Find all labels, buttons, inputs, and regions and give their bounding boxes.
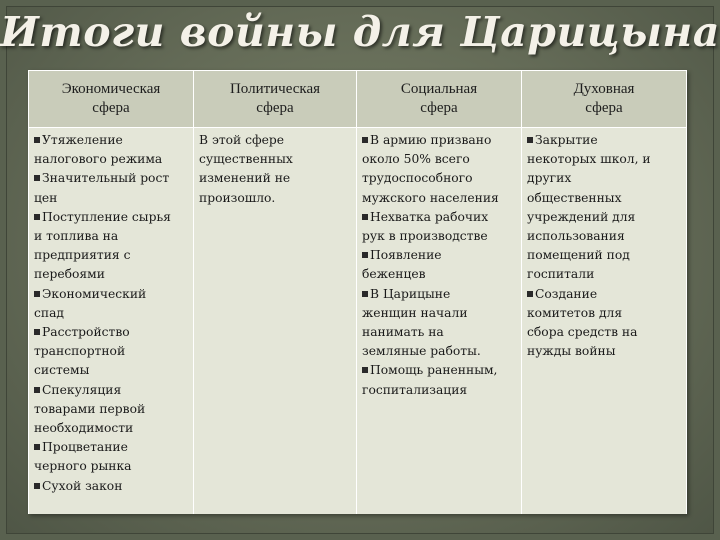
list-item-text: рук в производстве: [362, 229, 488, 244]
list-item: [362, 323, 519, 342]
list-item-text: В армию призвано: [370, 133, 492, 147]
list-item-text: черного рынка: [34, 459, 132, 474]
list-item-text: предприятия с: [34, 248, 131, 263]
header-line: Экономическая: [61, 81, 161, 97]
list-item: [527, 323, 684, 342]
list-item-text: Сухой закон: [42, 478, 123, 493]
list-item-text: Спекуляция: [42, 382, 122, 397]
square-bullet-icon: [34, 483, 40, 489]
square-bullet-icon: [362, 367, 368, 373]
list-item: [527, 246, 684, 265]
list-item-text: мужского населения: [362, 190, 499, 205]
political-cell: [194, 128, 357, 515]
header-line: Социальная: [400, 81, 478, 97]
list-item: [34, 227, 191, 246]
header-line: Политическая: [229, 81, 321, 97]
square-bullet-icon: [527, 137, 533, 143]
list-item-text: земляные работы.: [362, 344, 481, 359]
list-item: [34, 208, 191, 227]
list-item: [34, 342, 191, 361]
header-line: сфера: [585, 100, 623, 116]
list-item: [34, 438, 191, 457]
list-item: [362, 208, 519, 227]
table-header-row: [29, 71, 687, 128]
list-item-text: некоторых школ, и: [527, 152, 651, 167]
list-item-text: сбора средств на: [527, 325, 638, 340]
list-item: [527, 265, 684, 284]
list-item-text: использования: [527, 229, 625, 244]
list-item: [34, 131, 191, 150]
list-item: [34, 285, 191, 304]
list-item: [527, 208, 684, 227]
list-item-text: других: [527, 171, 572, 186]
list-item: [34, 381, 191, 400]
list-item-text: госпитализация: [362, 382, 468, 397]
list-item-text: Экономический: [42, 286, 147, 301]
list-item-text: существенных: [199, 152, 293, 167]
list-item-text: перебоями: [34, 267, 105, 282]
results-table: [28, 70, 687, 514]
list-item-text: В Царицыне: [370, 286, 451, 301]
square-bullet-icon: [362, 137, 368, 143]
list-item: [527, 285, 684, 304]
header-economic: [29, 71, 194, 128]
list-item-text: В этой сфере: [199, 133, 285, 147]
list-item-text: Помощь раненным,: [370, 363, 498, 378]
list-item-text: изменений не: [199, 171, 291, 186]
list-item-text: Поступление сырья: [42, 209, 171, 224]
list-item: [362, 131, 519, 150]
square-bullet-icon: [34, 137, 40, 143]
square-bullet-icon: [34, 329, 40, 335]
list-item: [34, 400, 191, 419]
list-item: [362, 265, 519, 284]
list-item: [362, 342, 519, 361]
list-item: [362, 304, 519, 323]
list-item: [34, 150, 191, 169]
square-bullet-icon: [34, 387, 40, 393]
list-item: [199, 189, 354, 208]
list-item: [362, 381, 519, 400]
list-item: [199, 150, 354, 169]
list-item: [527, 189, 684, 208]
list-item: [34, 419, 191, 438]
list-item: [34, 477, 191, 496]
list-item-text: беженцев: [362, 267, 426, 282]
list-item: [34, 361, 191, 380]
header-spiritual: [522, 71, 687, 128]
list-item: [362, 227, 519, 246]
list-item-text: Появление: [370, 248, 442, 263]
list-item: [527, 304, 684, 323]
list-item: [34, 323, 191, 342]
list-item-text: системы: [34, 363, 90, 378]
list-item-text: цен: [34, 190, 58, 205]
list-item-text: Процветание: [42, 440, 128, 455]
header-line: сфера: [92, 100, 130, 116]
list-item: [199, 169, 354, 188]
list-item-text: около 50% всего: [362, 152, 470, 167]
list-item-text: помещений под: [527, 248, 630, 263]
list-item: [34, 169, 191, 188]
list-item-text: товарами первой: [34, 401, 146, 416]
header-political: [194, 71, 357, 128]
list-item: [527, 227, 684, 246]
square-bullet-icon: [34, 175, 40, 181]
list-item: [34, 457, 191, 476]
list-item: [362, 150, 519, 169]
list-item-text: нанимать на: [362, 325, 444, 340]
list-item-text: и топлива на: [34, 229, 119, 244]
square-bullet-icon: [34, 444, 40, 450]
spiritual-cell: [522, 128, 687, 515]
list-item-text: транспортной: [34, 344, 126, 359]
list-item-text: Закрытие: [535, 133, 598, 147]
list-item: [527, 169, 684, 188]
square-bullet-icon: [527, 291, 533, 297]
list-item-text: комитетов для: [527, 305, 623, 320]
list-item: [527, 150, 684, 169]
list-item-text: Нехватка рабочих: [370, 209, 489, 224]
list-item-text: необходимости: [34, 421, 134, 436]
header-line: сфера: [256, 100, 294, 116]
list-item: [34, 304, 191, 323]
list-item: [362, 169, 519, 188]
list-item: [527, 342, 684, 361]
list-item-text: учреждений для: [527, 209, 636, 224]
list-item: [199, 131, 354, 150]
list-item-text: спад: [34, 305, 64, 320]
square-bullet-icon: [34, 291, 40, 297]
economic-cell: [29, 128, 194, 515]
list-item-text: Расстройство: [42, 325, 130, 340]
list-item: [362, 285, 519, 304]
header-line: Духовная: [573, 81, 635, 97]
list-item-text: женщин начали: [362, 305, 468, 320]
list-item: [362, 189, 519, 208]
list-item-text: произошло.: [199, 190, 276, 205]
slide-title: Итоги войны для Царицына: [0, 8, 720, 56]
list-item: [34, 246, 191, 265]
header-line: сфера: [420, 100, 458, 116]
table-body-row: [29, 128, 687, 515]
header-social: [357, 71, 522, 128]
list-item: [34, 265, 191, 284]
list-item: [362, 246, 519, 265]
square-bullet-icon: [362, 291, 368, 297]
list-item: [34, 189, 191, 208]
list-item-text: налогового режима: [34, 152, 163, 167]
list-item-text: Значительный рост: [42, 171, 170, 186]
list-item: [362, 361, 519, 380]
square-bullet-icon: [34, 214, 40, 220]
social-cell: [357, 128, 522, 515]
list-item-text: общественных: [527, 190, 622, 205]
list-item-text: нужды войны: [527, 344, 616, 359]
list-item: [527, 131, 684, 150]
list-item-text: Создание: [535, 286, 598, 301]
square-bullet-icon: [362, 214, 368, 220]
list-item-text: госпитали: [527, 267, 595, 282]
square-bullet-icon: [362, 252, 368, 258]
list-item-text: трудоспособного: [362, 171, 473, 186]
list-item-text: Утяжеление: [42, 133, 123, 147]
